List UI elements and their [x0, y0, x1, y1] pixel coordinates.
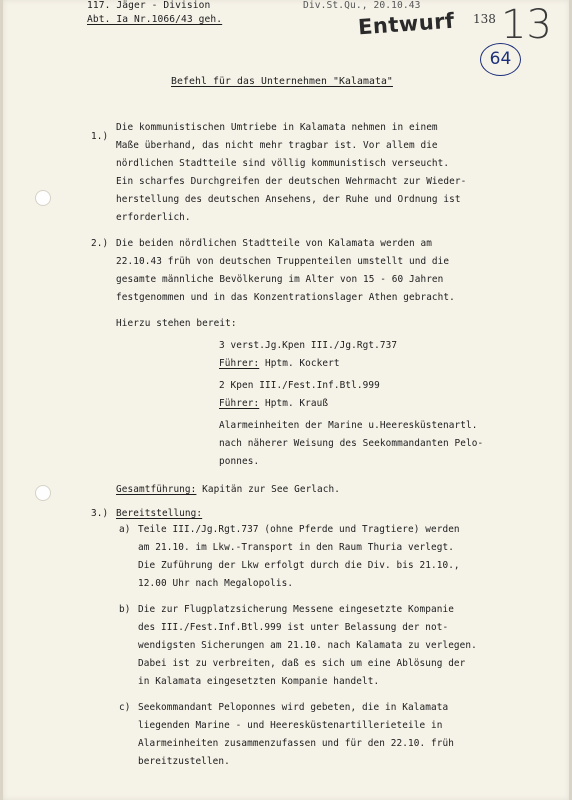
page-number: 13	[501, 2, 552, 48]
subitem-line: Teile III./Jg.Rgt.737 (ohne Pferde und Tragtiere) werden	[138, 524, 460, 535]
item-number: 1.)	[91, 131, 109, 142]
subitem-line: Dabei ist zu verbreiten, daß es sich um eine Ablösung der	[138, 658, 466, 669]
draft-stamp: Entwurf	[357, 8, 456, 40]
item-line: Maße überhand, das nicht mehr tragbar ist. Vor allem die	[116, 140, 438, 151]
leader-label: Führer:	[219, 358, 260, 369]
subitem-label: c)	[119, 702, 131, 713]
unit1: 3 verst.Jg.Kpen III./Jg.Rgt.737	[219, 340, 398, 351]
subitem-line: in Kalamata eingesetzten Kompanie handelt.	[138, 676, 380, 687]
subitem-line: des III./Fest.Inf.Btl.999 ist unter Belassung der not-	[138, 622, 449, 633]
unit2: 2 Kpen III./Fest.Inf.Btl.999	[219, 380, 380, 391]
item-line: erforderlich.	[116, 212, 191, 223]
overall-command	[116, 484, 340, 496]
punch-hole	[35, 190, 51, 206]
item-number: 2.)	[91, 238, 109, 249]
subitem-line: wendigsten Sicherungen am 21.10. nach Kalamata zu verlegen.	[138, 640, 477, 651]
circled-number: 64	[480, 43, 521, 76]
item-line: nördlichen Stadtteile sind völlig kommunistisch verseucht.	[116, 158, 450, 169]
subitem-line: Seekommandant Peloponnes wird gebeten, die in Kalamata	[138, 702, 449, 713]
overall-value: Kapitän zur See Gerlach.	[202, 484, 341, 495]
date-line: Div.St.Qu., 20.10.43	[303, 0, 421, 11]
item-line: herstellung des deutschen Ansehens, der Ruhe und Ordnung ist	[116, 194, 461, 205]
subitem-label: a)	[119, 524, 131, 535]
subitem-line: Die Zuführung der Lkw erfolgt durch die Div. bis 21.10.,	[138, 560, 460, 571]
subitem-label: b)	[119, 604, 131, 615]
leader-name: Hptm. Kockert	[264, 358, 340, 369]
unit3-line: nach näherer Weisung des Seekommandanten Pelo-	[219, 438, 484, 449]
stamp-number: 138	[473, 12, 496, 26]
subitem-line: am 21.10. im Lkw.-Transport in den Raum Thuria verlegt.	[138, 542, 454, 553]
section-heading: Bereitstellung:	[116, 508, 203, 519]
leader-name: Hptm. Krauß	[264, 398, 329, 409]
document-page	[3, 0, 569, 800]
reference-line: Abt. Ia Nr.1066/43 geh.	[87, 14, 223, 25]
forces-intro: Hierzu stehen bereit:	[116, 318, 237, 329]
item-line: 22.10.43 früh von deutschen Truppenteilen umstellt und die	[116, 256, 450, 267]
subitem-line: bereitzustellen.	[138, 756, 230, 767]
unit3-line: ponnes.	[219, 456, 260, 467]
unit3-line: Alarmeinheiten der Marine u.Heeresküstenartl.	[219, 420, 478, 431]
item-line: Ein scharfes Durchgreifen der deutschen Wehrmacht zur Wieder-	[116, 176, 467, 187]
punch-hole	[35, 485, 51, 501]
document-title: Befehl für das Unternehmen "Kalamata"	[171, 76, 393, 87]
section-number: 3.)	[91, 508, 109, 519]
subitem-line: Alarmeinheiten zusammenzufassen und für den 22.10. früh	[138, 738, 454, 749]
leader-row	[219, 358, 340, 370]
subitem-line: 12.00 Uhr nach Megalopolis.	[138, 578, 294, 589]
unit-line: 117. Jäger - Division	[87, 0, 211, 11]
item-line: Die beiden nördlichen Stadtteile von Kalamata werden am	[116, 238, 432, 249]
subitem-line: liegenden Marine - und Heeresküstenartillerieteile in	[138, 720, 443, 731]
overall-label: Gesamtführung:	[116, 484, 197, 495]
leader-label: Führer:	[219, 398, 260, 409]
subitem-line: Die zur Flugplatzsicherung Messene eingesetzte Kompanie	[138, 604, 454, 615]
leader-row	[219, 398, 328, 410]
item-line: Die kommunistischen Umtriebe in Kalamata nehmen in einem	[116, 122, 438, 133]
item-line: gesamte männliche Bevölkerung im Alter von 15 - 60 Jahren	[116, 274, 444, 285]
item-line: festgenommen und in das Konzentrationslager Athen gebracht.	[116, 292, 455, 303]
